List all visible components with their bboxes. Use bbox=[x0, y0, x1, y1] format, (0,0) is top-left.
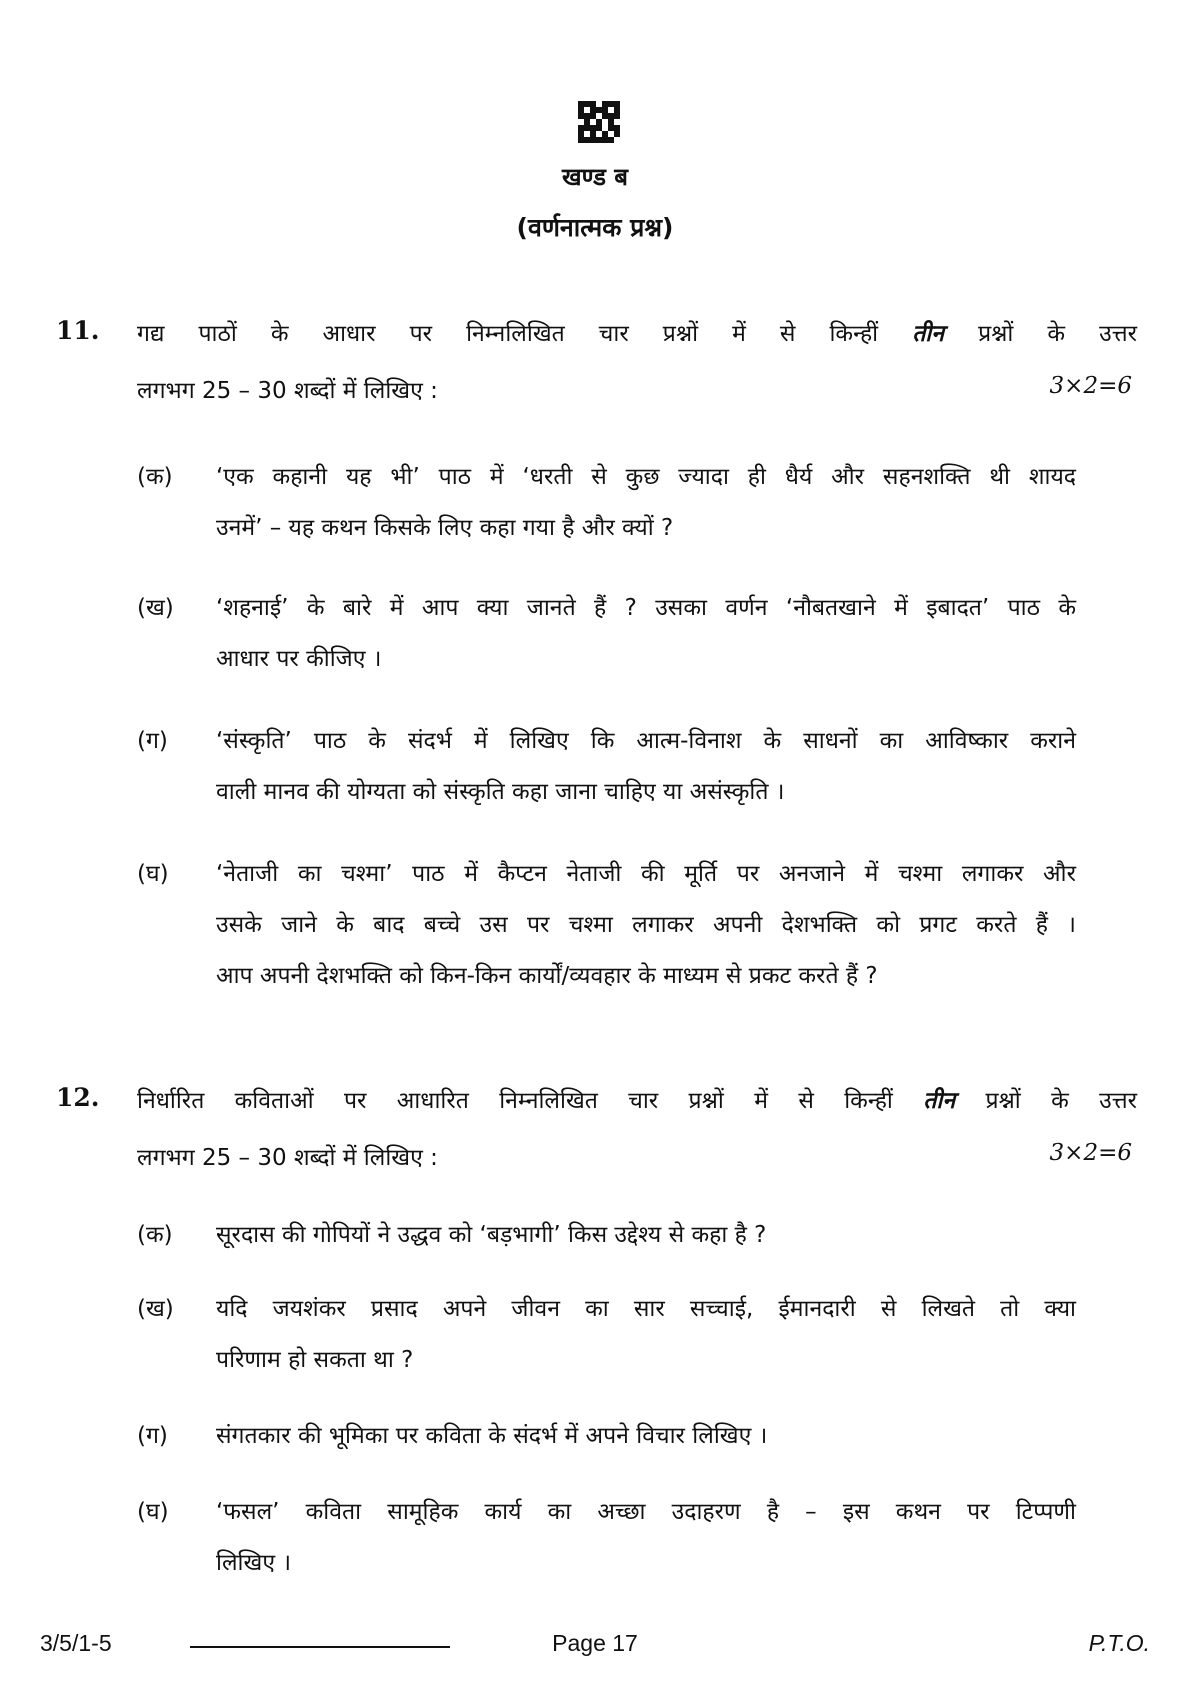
instruction-text: निर्धारित कविताओं पर आधारित निम्नलिखित चार प्रश्नों में से किन्हीं bbox=[137, 1088, 893, 1114]
sub-question-text: परिणाम हो सकता था ? bbox=[216, 1347, 414, 1373]
sub-question-label: (ख) bbox=[137, 1296, 174, 1322]
sub-question-text: ‘फसल’ कविता सामूहिक कार्य का अच्छा उदाहरण है – इस कथन पर टिप्पणी bbox=[216, 1499, 1076, 1525]
question-instruction-line-2: लगभग 25 – 30 शब्दों में लिखिए : bbox=[137, 1145, 438, 1171]
sub-question-label: (घ) bbox=[137, 1499, 169, 1525]
question-number: 11. bbox=[56, 316, 100, 345]
sub-question-text: ‘शहनाई’ के बारे में आप क्या जानते हैं ? उसका वर्णन ‘नौबतखाने में इबादत’ पाठ के bbox=[216, 595, 1076, 621]
section-title: खण्ड ब bbox=[562, 163, 628, 191]
question-instruction-line bbox=[137, 316, 1137, 348]
sub-question-text: लिखिए । bbox=[216, 1550, 292, 1576]
sub-question-text: आधार पर कीजिए । bbox=[216, 646, 382, 672]
please-turn-over: P.T.O. bbox=[1088, 1630, 1150, 1656]
qr-code-icon bbox=[578, 101, 620, 143]
sub-question-text: संगतकार की भूमिका पर कविता के संदर्भ में अपने विचार लिखिए । bbox=[216, 1423, 768, 1449]
sub-question-label: (घ) bbox=[137, 861, 169, 887]
section-subtitle: (वर्णनात्मक प्रश्न) bbox=[516, 213, 674, 242]
instruction-emphasis: तीन bbox=[923, 1088, 956, 1114]
sub-question-text: उनमें’ – यह कथन किसके लिए कहा गया है और क्यों ? bbox=[216, 515, 674, 541]
sub-question-label: (ग) bbox=[137, 1423, 168, 1449]
paper-code: 3/5/1-5 bbox=[40, 1630, 112, 1656]
sub-question-text: ‘एक कहानी यह भी’ पाठ में ‘धरती से कुछ ज्यादा ही धैर्य और सहनशक्ति थी शायद bbox=[216, 464, 1076, 490]
marks: 3×2=6 bbox=[1049, 373, 1132, 399]
sub-question-text: वाली मानव की योग्यता को संस्कृति कहा जाना चाहिए या असंस्कृति । bbox=[216, 779, 785, 805]
instruction-text: प्रश्नों के उत्तर bbox=[978, 321, 1137, 347]
sub-question-text: यदि जयशंकर प्रसाद अपने जीवन का सार सच्चाई, ईमानदारी से लिखते तो क्या bbox=[216, 1296, 1076, 1322]
marks: 3×2=6 bbox=[1049, 1140, 1132, 1166]
sub-question-text: ‘संस्कृति’ पाठ के संदर्भ में लिखिए कि आत्म-विनाश के साधनों का आविष्कार कराने bbox=[216, 728, 1076, 754]
sub-question-label: (क) bbox=[137, 464, 173, 490]
page-number: Page 17 bbox=[552, 1630, 638, 1656]
sub-question-text: ‘नेताजी का चश्मा’ पाठ में कैप्टन नेताजी की मूर्ति पर अनजाने में चश्मा लगाकर और bbox=[216, 861, 1076, 887]
sub-question-label: (ख) bbox=[137, 595, 174, 621]
sub-question-label: (क) bbox=[137, 1222, 173, 1248]
sub-question-label: (ग) bbox=[137, 728, 168, 754]
instruction-text: प्रश्नों के उत्तर bbox=[985, 1088, 1138, 1114]
sub-question-text: आप अपनी देशभक्ति को किन-किन कार्यों/व्यवहार के माध्यम से प्रकट करते हैं ? bbox=[216, 963, 878, 989]
sub-question-text: सूरदास की गोपियों ने उद्धव को ‘बड़भागी’ किस उद्देश्य से कहा है ? bbox=[216, 1222, 767, 1248]
instruction-emphasis: तीन bbox=[912, 321, 945, 347]
question-instruction-line-2: लगभग 25 – 30 शब्दों में लिखिए : bbox=[137, 378, 438, 404]
sub-question-text: उसके जाने के बाद बच्चे उस पर चश्मा लगाकर अपनी देशभक्ति को प्रगट करते हैं । bbox=[216, 912, 1076, 938]
question-instruction-line bbox=[137, 1083, 1137, 1115]
instruction-text: गद्य पाठों के आधार पर निम्नलिखित चार प्रश्नों में से किन्हीं bbox=[137, 321, 879, 347]
question-number: 12. bbox=[56, 1083, 100, 1112]
